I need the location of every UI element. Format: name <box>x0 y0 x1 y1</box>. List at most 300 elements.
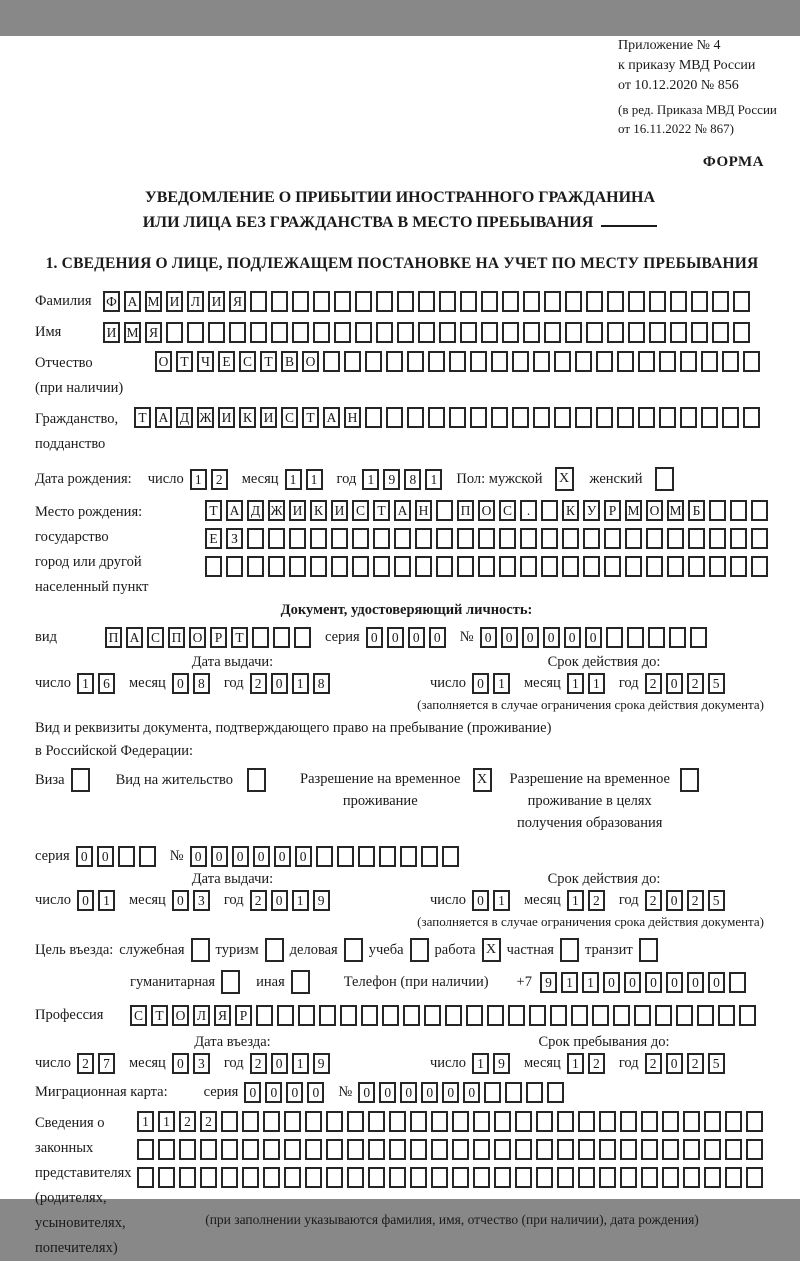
char-cell[interactable]: 0 <box>472 890 489 911</box>
char-cell[interactable]: 0 <box>603 972 620 993</box>
char-cell[interactable] <box>421 846 438 867</box>
char-cell[interactable]: 0 <box>666 972 683 993</box>
char-cell[interactable]: 2 <box>179 1111 196 1132</box>
char-cell[interactable] <box>373 556 390 577</box>
char-cell[interactable]: Т <box>373 500 390 521</box>
char-cell[interactable]: Т <box>151 1005 168 1026</box>
char-cell[interactable] <box>683 1167 700 1188</box>
char-cell[interactable] <box>319 1005 336 1026</box>
char-cell[interactable] <box>355 322 372 343</box>
char-cell[interactable] <box>200 1167 217 1188</box>
char-cell[interactable] <box>571 1005 588 1026</box>
char-cell[interactable]: 0 <box>97 846 114 867</box>
char-cell[interactable] <box>583 556 600 577</box>
char-cell[interactable] <box>389 1167 406 1188</box>
char-cell[interactable]: О <box>302 351 319 372</box>
char-cell[interactable] <box>743 407 760 428</box>
char-cell[interactable] <box>547 1082 564 1103</box>
char-cell[interactable]: . <box>520 500 537 521</box>
char-cell[interactable] <box>536 1111 553 1132</box>
char-cell[interactable] <box>431 1167 448 1188</box>
char-cell[interactable]: 0 <box>271 890 288 911</box>
char-cell[interactable]: 1 <box>292 673 309 694</box>
char-cell[interactable]: 2 <box>687 1053 704 1074</box>
char-cell[interactable]: Т <box>205 500 222 521</box>
char-cell[interactable]: С <box>239 351 256 372</box>
char-cell[interactable] <box>365 407 382 428</box>
char-cell[interactable] <box>697 1005 714 1026</box>
char-cell[interactable] <box>533 407 550 428</box>
char-cell[interactable]: И <box>289 500 306 521</box>
char-cell[interactable] <box>536 1139 553 1160</box>
char-cell[interactable] <box>541 528 558 549</box>
char-cell[interactable] <box>400 846 417 867</box>
char-cell[interactable]: М <box>124 322 141 343</box>
char-cell[interactable] <box>179 1139 196 1160</box>
char-cell[interactable]: 2 <box>687 890 704 911</box>
char-cell[interactable] <box>449 351 466 372</box>
char-cell[interactable]: 0 <box>172 673 189 694</box>
char-cell[interactable]: 0 <box>501 627 518 648</box>
char-cell[interactable] <box>436 556 453 577</box>
char-cell[interactable] <box>730 528 747 549</box>
char-cell[interactable] <box>634 1005 651 1026</box>
char-cell[interactable]: 2 <box>200 1111 217 1132</box>
char-cell[interactable] <box>604 528 621 549</box>
char-cell[interactable]: К <box>562 500 579 521</box>
char-cell[interactable]: О <box>189 627 206 648</box>
char-cell[interactable] <box>709 500 726 521</box>
char-cell[interactable] <box>389 1139 406 1160</box>
char-cell[interactable] <box>376 291 393 312</box>
char-cell[interactable] <box>502 291 519 312</box>
char-cell[interactable]: 7 <box>98 1053 115 1074</box>
char-cell[interactable] <box>271 322 288 343</box>
char-cell[interactable]: Б <box>688 500 705 521</box>
purpose-tourism-checkbox[interactable] <box>265 938 284 962</box>
char-cell[interactable]: 1 <box>567 1053 584 1074</box>
char-cell[interactable] <box>473 1139 490 1160</box>
char-cell[interactable] <box>701 351 718 372</box>
residence-permit-checkbox[interactable] <box>247 768 266 792</box>
char-cell[interactable] <box>247 556 264 577</box>
char-cell[interactable] <box>704 1167 721 1188</box>
char-cell[interactable] <box>613 1005 630 1026</box>
char-cell[interactable]: 9 <box>313 890 330 911</box>
char-cell[interactable]: Н <box>415 500 432 521</box>
char-cell[interactable]: 0 <box>480 627 497 648</box>
char-cell[interactable]: 1 <box>137 1111 154 1132</box>
char-cell[interactable] <box>376 322 393 343</box>
char-cell[interactable] <box>505 1082 522 1103</box>
char-cell[interactable]: 1 <box>98 890 115 911</box>
char-cell[interactable] <box>659 407 676 428</box>
char-cell[interactable] <box>649 291 666 312</box>
char-cell[interactable]: 0 <box>271 673 288 694</box>
char-cell[interactable]: А <box>126 627 143 648</box>
char-cell[interactable] <box>397 291 414 312</box>
char-cell[interactable]: А <box>394 500 411 521</box>
char-cell[interactable] <box>326 1111 343 1132</box>
char-cell[interactable] <box>347 1111 364 1132</box>
char-cell[interactable] <box>205 556 222 577</box>
char-cell[interactable]: Р <box>235 1005 252 1026</box>
char-cell[interactable] <box>397 322 414 343</box>
char-cell[interactable] <box>221 1139 238 1160</box>
char-cell[interactable]: 1 <box>77 673 94 694</box>
char-cell[interactable]: 9 <box>540 972 557 993</box>
char-cell[interactable] <box>680 351 697 372</box>
char-cell[interactable]: И <box>103 322 120 343</box>
char-cell[interactable]: 0 <box>190 846 207 867</box>
char-cell[interactable] <box>641 1167 658 1188</box>
char-cell[interactable] <box>746 1111 763 1132</box>
char-cell[interactable] <box>340 1005 357 1026</box>
char-cell[interactable] <box>431 1139 448 1160</box>
char-cell[interactable] <box>722 407 739 428</box>
char-cell[interactable] <box>466 1005 483 1026</box>
char-cell[interactable]: Е <box>218 351 235 372</box>
char-cell[interactable] <box>628 291 645 312</box>
char-cell[interactable] <box>659 351 676 372</box>
char-cell[interactable]: И <box>218 407 235 428</box>
char-cell[interactable] <box>701 407 718 428</box>
char-cell[interactable] <box>746 1167 763 1188</box>
char-cell[interactable]: 0 <box>564 627 581 648</box>
char-cell[interactable] <box>268 556 285 577</box>
char-cell[interactable]: 2 <box>645 673 662 694</box>
char-cell[interactable]: Т <box>260 351 277 372</box>
char-cell[interactable] <box>691 291 708 312</box>
char-cell[interactable] <box>452 1167 469 1188</box>
char-cell[interactable]: 2 <box>211 469 228 490</box>
char-cell[interactable] <box>617 351 634 372</box>
char-cell[interactable]: 0 <box>77 890 94 911</box>
char-cell[interactable] <box>638 351 655 372</box>
char-cell[interactable] <box>641 1111 658 1132</box>
char-cell[interactable] <box>512 407 529 428</box>
char-cell[interactable] <box>499 556 516 577</box>
char-cell[interactable]: Я <box>145 322 162 343</box>
char-cell[interactable] <box>494 1139 511 1160</box>
char-cell[interactable]: А <box>323 407 340 428</box>
char-cell[interactable] <box>586 291 603 312</box>
char-cell[interactable]: Ж <box>197 407 214 428</box>
char-cell[interactable] <box>452 1139 469 1160</box>
char-cell[interactable] <box>379 846 396 867</box>
char-cell[interactable] <box>494 1111 511 1132</box>
char-cell[interactable]: С <box>147 627 164 648</box>
char-cell[interactable] <box>242 1111 259 1132</box>
char-cell[interactable] <box>751 500 768 521</box>
char-cell[interactable] <box>680 407 697 428</box>
char-cell[interactable]: В <box>281 351 298 372</box>
char-cell[interactable] <box>550 1005 567 1026</box>
char-cell[interactable] <box>268 528 285 549</box>
char-cell[interactable] <box>520 556 537 577</box>
char-cell[interactable] <box>305 1139 322 1160</box>
char-cell[interactable]: 9 <box>493 1053 510 1074</box>
char-cell[interactable] <box>436 528 453 549</box>
char-cell[interactable] <box>704 1139 721 1160</box>
purpose-humanitarian-checkbox[interactable] <box>221 970 240 994</box>
char-cell[interactable]: 0 <box>645 972 662 993</box>
char-cell[interactable] <box>607 322 624 343</box>
purpose-official-checkbox[interactable] <box>191 938 210 962</box>
char-cell[interactable] <box>252 627 269 648</box>
char-cell[interactable] <box>347 1167 364 1188</box>
char-cell[interactable] <box>305 1167 322 1188</box>
char-cell[interactable] <box>407 407 424 428</box>
char-cell[interactable] <box>670 322 687 343</box>
char-cell[interactable] <box>289 528 306 549</box>
char-cell[interactable]: И <box>331 500 348 521</box>
char-cell[interactable]: 0 <box>666 890 683 911</box>
char-cell[interactable] <box>606 627 623 648</box>
char-cell[interactable] <box>373 528 390 549</box>
char-cell[interactable]: 2 <box>77 1053 94 1074</box>
char-cell[interactable] <box>526 1082 543 1103</box>
char-cell[interactable]: И <box>166 291 183 312</box>
char-cell[interactable]: 0 <box>366 627 383 648</box>
purpose-private-checkbox[interactable] <box>560 938 579 962</box>
char-cell[interactable]: 8 <box>193 673 210 694</box>
char-cell[interactable] <box>691 322 708 343</box>
char-cell[interactable] <box>352 528 369 549</box>
char-cell[interactable] <box>487 1005 504 1026</box>
char-cell[interactable]: 1 <box>292 1053 309 1074</box>
char-cell[interactable]: Р <box>210 627 227 648</box>
char-cell[interactable] <box>688 528 705 549</box>
char-cell[interactable] <box>733 322 750 343</box>
char-cell[interactable] <box>247 528 264 549</box>
char-cell[interactable]: Ж <box>268 500 285 521</box>
char-cell[interactable] <box>473 1111 490 1132</box>
char-cell[interactable] <box>617 407 634 428</box>
char-cell[interactable] <box>544 291 561 312</box>
char-cell[interactable] <box>331 528 348 549</box>
char-cell[interactable] <box>533 351 550 372</box>
char-cell[interactable]: Н <box>344 407 361 428</box>
char-cell[interactable]: 0 <box>522 627 539 648</box>
char-cell[interactable] <box>410 1111 427 1132</box>
char-cell[interactable] <box>529 1005 546 1026</box>
char-cell[interactable]: 1 <box>158 1111 175 1132</box>
char-cell[interactable] <box>620 1111 637 1132</box>
char-cell[interactable] <box>365 351 382 372</box>
char-cell[interactable] <box>310 556 327 577</box>
char-cell[interactable] <box>221 1167 238 1188</box>
char-cell[interactable] <box>273 627 290 648</box>
char-cell[interactable] <box>460 322 477 343</box>
char-cell[interactable] <box>436 500 453 521</box>
char-cell[interactable] <box>263 1167 280 1188</box>
char-cell[interactable] <box>313 291 330 312</box>
char-cell[interactable] <box>508 1005 525 1026</box>
char-cell[interactable] <box>415 556 432 577</box>
char-cell[interactable]: О <box>646 500 663 521</box>
char-cell[interactable] <box>428 407 445 428</box>
char-cell[interactable] <box>599 1111 616 1132</box>
char-cell[interactable] <box>544 322 561 343</box>
char-cell[interactable] <box>725 1111 742 1132</box>
char-cell[interactable] <box>298 1005 315 1026</box>
char-cell[interactable]: П <box>457 500 474 521</box>
char-cell[interactable] <box>709 528 726 549</box>
char-cell[interactable]: 0 <box>271 1053 288 1074</box>
char-cell[interactable]: Я <box>214 1005 231 1026</box>
char-cell[interactable]: Ч <box>197 351 214 372</box>
char-cell[interactable] <box>662 1139 679 1160</box>
char-cell[interactable] <box>512 351 529 372</box>
char-cell[interactable] <box>499 528 516 549</box>
char-cell[interactable] <box>575 351 592 372</box>
char-cell[interactable] <box>491 407 508 428</box>
char-cell[interactable] <box>690 627 707 648</box>
char-cell[interactable] <box>158 1167 175 1188</box>
char-cell[interactable] <box>578 1167 595 1188</box>
char-cell[interactable] <box>554 407 571 428</box>
char-cell[interactable] <box>739 1005 756 1026</box>
char-cell[interactable] <box>445 1005 462 1026</box>
char-cell[interactable] <box>481 322 498 343</box>
char-cell[interactable]: О <box>172 1005 189 1026</box>
char-cell[interactable]: 1 <box>362 469 379 490</box>
char-cell[interactable] <box>494 1167 511 1188</box>
char-cell[interactable]: Л <box>187 291 204 312</box>
char-cell[interactable]: М <box>667 500 684 521</box>
char-cell[interactable]: 0 <box>708 972 725 993</box>
char-cell[interactable] <box>523 291 540 312</box>
char-cell[interactable] <box>733 291 750 312</box>
char-cell[interactable]: Д <box>176 407 193 428</box>
char-cell[interactable]: С <box>281 407 298 428</box>
char-cell[interactable] <box>250 291 267 312</box>
char-cell[interactable]: 0 <box>400 1082 417 1103</box>
purpose-transit-checkbox[interactable] <box>639 938 658 962</box>
char-cell[interactable] <box>667 556 684 577</box>
char-cell[interactable]: У <box>583 500 600 521</box>
char-cell[interactable] <box>712 291 729 312</box>
char-cell[interactable]: М <box>625 500 642 521</box>
char-cell[interactable]: 0 <box>274 846 291 867</box>
char-cell[interactable]: 3 <box>193 1053 210 1074</box>
char-cell[interactable]: К <box>239 407 256 428</box>
char-cell[interactable] <box>554 351 571 372</box>
char-cell[interactable] <box>428 351 445 372</box>
char-cell[interactable]: 8 <box>404 469 421 490</box>
char-cell[interactable]: 2 <box>588 1053 605 1074</box>
char-cell[interactable]: 1 <box>567 673 584 694</box>
char-cell[interactable]: Д <box>247 500 264 521</box>
char-cell[interactable] <box>722 351 739 372</box>
char-cell[interactable] <box>730 500 747 521</box>
char-cell[interactable]: 0 <box>232 846 249 867</box>
char-cell[interactable] <box>386 407 403 428</box>
char-cell[interactable] <box>536 1167 553 1188</box>
char-cell[interactable]: 1 <box>306 469 323 490</box>
char-cell[interactable] <box>292 322 309 343</box>
char-cell[interactable] <box>289 556 306 577</box>
char-cell[interactable] <box>358 846 375 867</box>
char-cell[interactable] <box>431 1111 448 1132</box>
char-cell[interactable]: 0 <box>172 1053 189 1074</box>
temp-residence-checkbox[interactable]: X <box>473 768 492 792</box>
char-cell[interactable] <box>410 1167 427 1188</box>
char-cell[interactable] <box>368 1167 385 1188</box>
char-cell[interactable] <box>331 556 348 577</box>
char-cell[interactable] <box>683 1111 700 1132</box>
char-cell[interactable] <box>709 556 726 577</box>
char-cell[interactable]: 0 <box>666 1053 683 1074</box>
char-cell[interactable] <box>250 322 267 343</box>
char-cell[interactable] <box>662 1167 679 1188</box>
char-cell[interactable]: Ф <box>103 291 120 312</box>
char-cell[interactable] <box>263 1111 280 1132</box>
char-cell[interactable] <box>751 528 768 549</box>
char-cell[interactable] <box>242 1139 259 1160</box>
char-cell[interactable] <box>352 556 369 577</box>
char-cell[interactable] <box>403 1005 420 1026</box>
char-cell[interactable]: С <box>352 500 369 521</box>
char-cell[interactable]: 2 <box>588 890 605 911</box>
char-cell[interactable]: Т <box>176 351 193 372</box>
char-cell[interactable]: П <box>168 627 185 648</box>
char-cell[interactable] <box>599 1167 616 1188</box>
char-cell[interactable] <box>683 1139 700 1160</box>
char-cell[interactable] <box>583 528 600 549</box>
char-cell[interactable]: 0 <box>286 1082 303 1103</box>
char-cell[interactable]: 9 <box>313 1053 330 1074</box>
char-cell[interactable]: Т <box>134 407 151 428</box>
char-cell[interactable] <box>410 1139 427 1160</box>
edu-residence-checkbox[interactable] <box>680 768 699 792</box>
char-cell[interactable] <box>676 1005 693 1026</box>
char-cell[interactable]: 9 <box>383 469 400 490</box>
char-cell[interactable]: 8 <box>313 673 330 694</box>
char-cell[interactable]: 0 <box>172 890 189 911</box>
char-cell[interactable] <box>743 351 760 372</box>
char-cell[interactable]: 0 <box>358 1082 375 1103</box>
char-cell[interactable] <box>256 1005 273 1026</box>
char-cell[interactable] <box>326 1167 343 1188</box>
char-cell[interactable] <box>221 1111 238 1132</box>
char-cell[interactable]: 1 <box>285 469 302 490</box>
char-cell[interactable] <box>520 528 537 549</box>
char-cell[interactable] <box>523 322 540 343</box>
char-cell[interactable] <box>670 291 687 312</box>
char-cell[interactable]: 2 <box>645 890 662 911</box>
char-cell[interactable]: 0 <box>666 673 683 694</box>
char-cell[interactable] <box>439 322 456 343</box>
char-cell[interactable] <box>541 556 558 577</box>
char-cell[interactable]: З <box>226 528 243 549</box>
char-cell[interactable] <box>604 556 621 577</box>
char-cell[interactable] <box>179 1167 196 1188</box>
char-cell[interactable]: С <box>130 1005 147 1026</box>
char-cell[interactable]: Я <box>229 291 246 312</box>
char-cell[interactable]: 2 <box>250 890 267 911</box>
visa-checkbox[interactable] <box>71 768 90 792</box>
char-cell[interactable]: А <box>226 500 243 521</box>
char-cell[interactable] <box>470 407 487 428</box>
char-cell[interactable] <box>646 556 663 577</box>
char-cell[interactable] <box>515 1167 532 1188</box>
char-cell[interactable]: 6 <box>98 673 115 694</box>
char-cell[interactable]: 5 <box>708 673 725 694</box>
char-cell[interactable] <box>586 322 603 343</box>
char-cell[interactable] <box>649 322 666 343</box>
